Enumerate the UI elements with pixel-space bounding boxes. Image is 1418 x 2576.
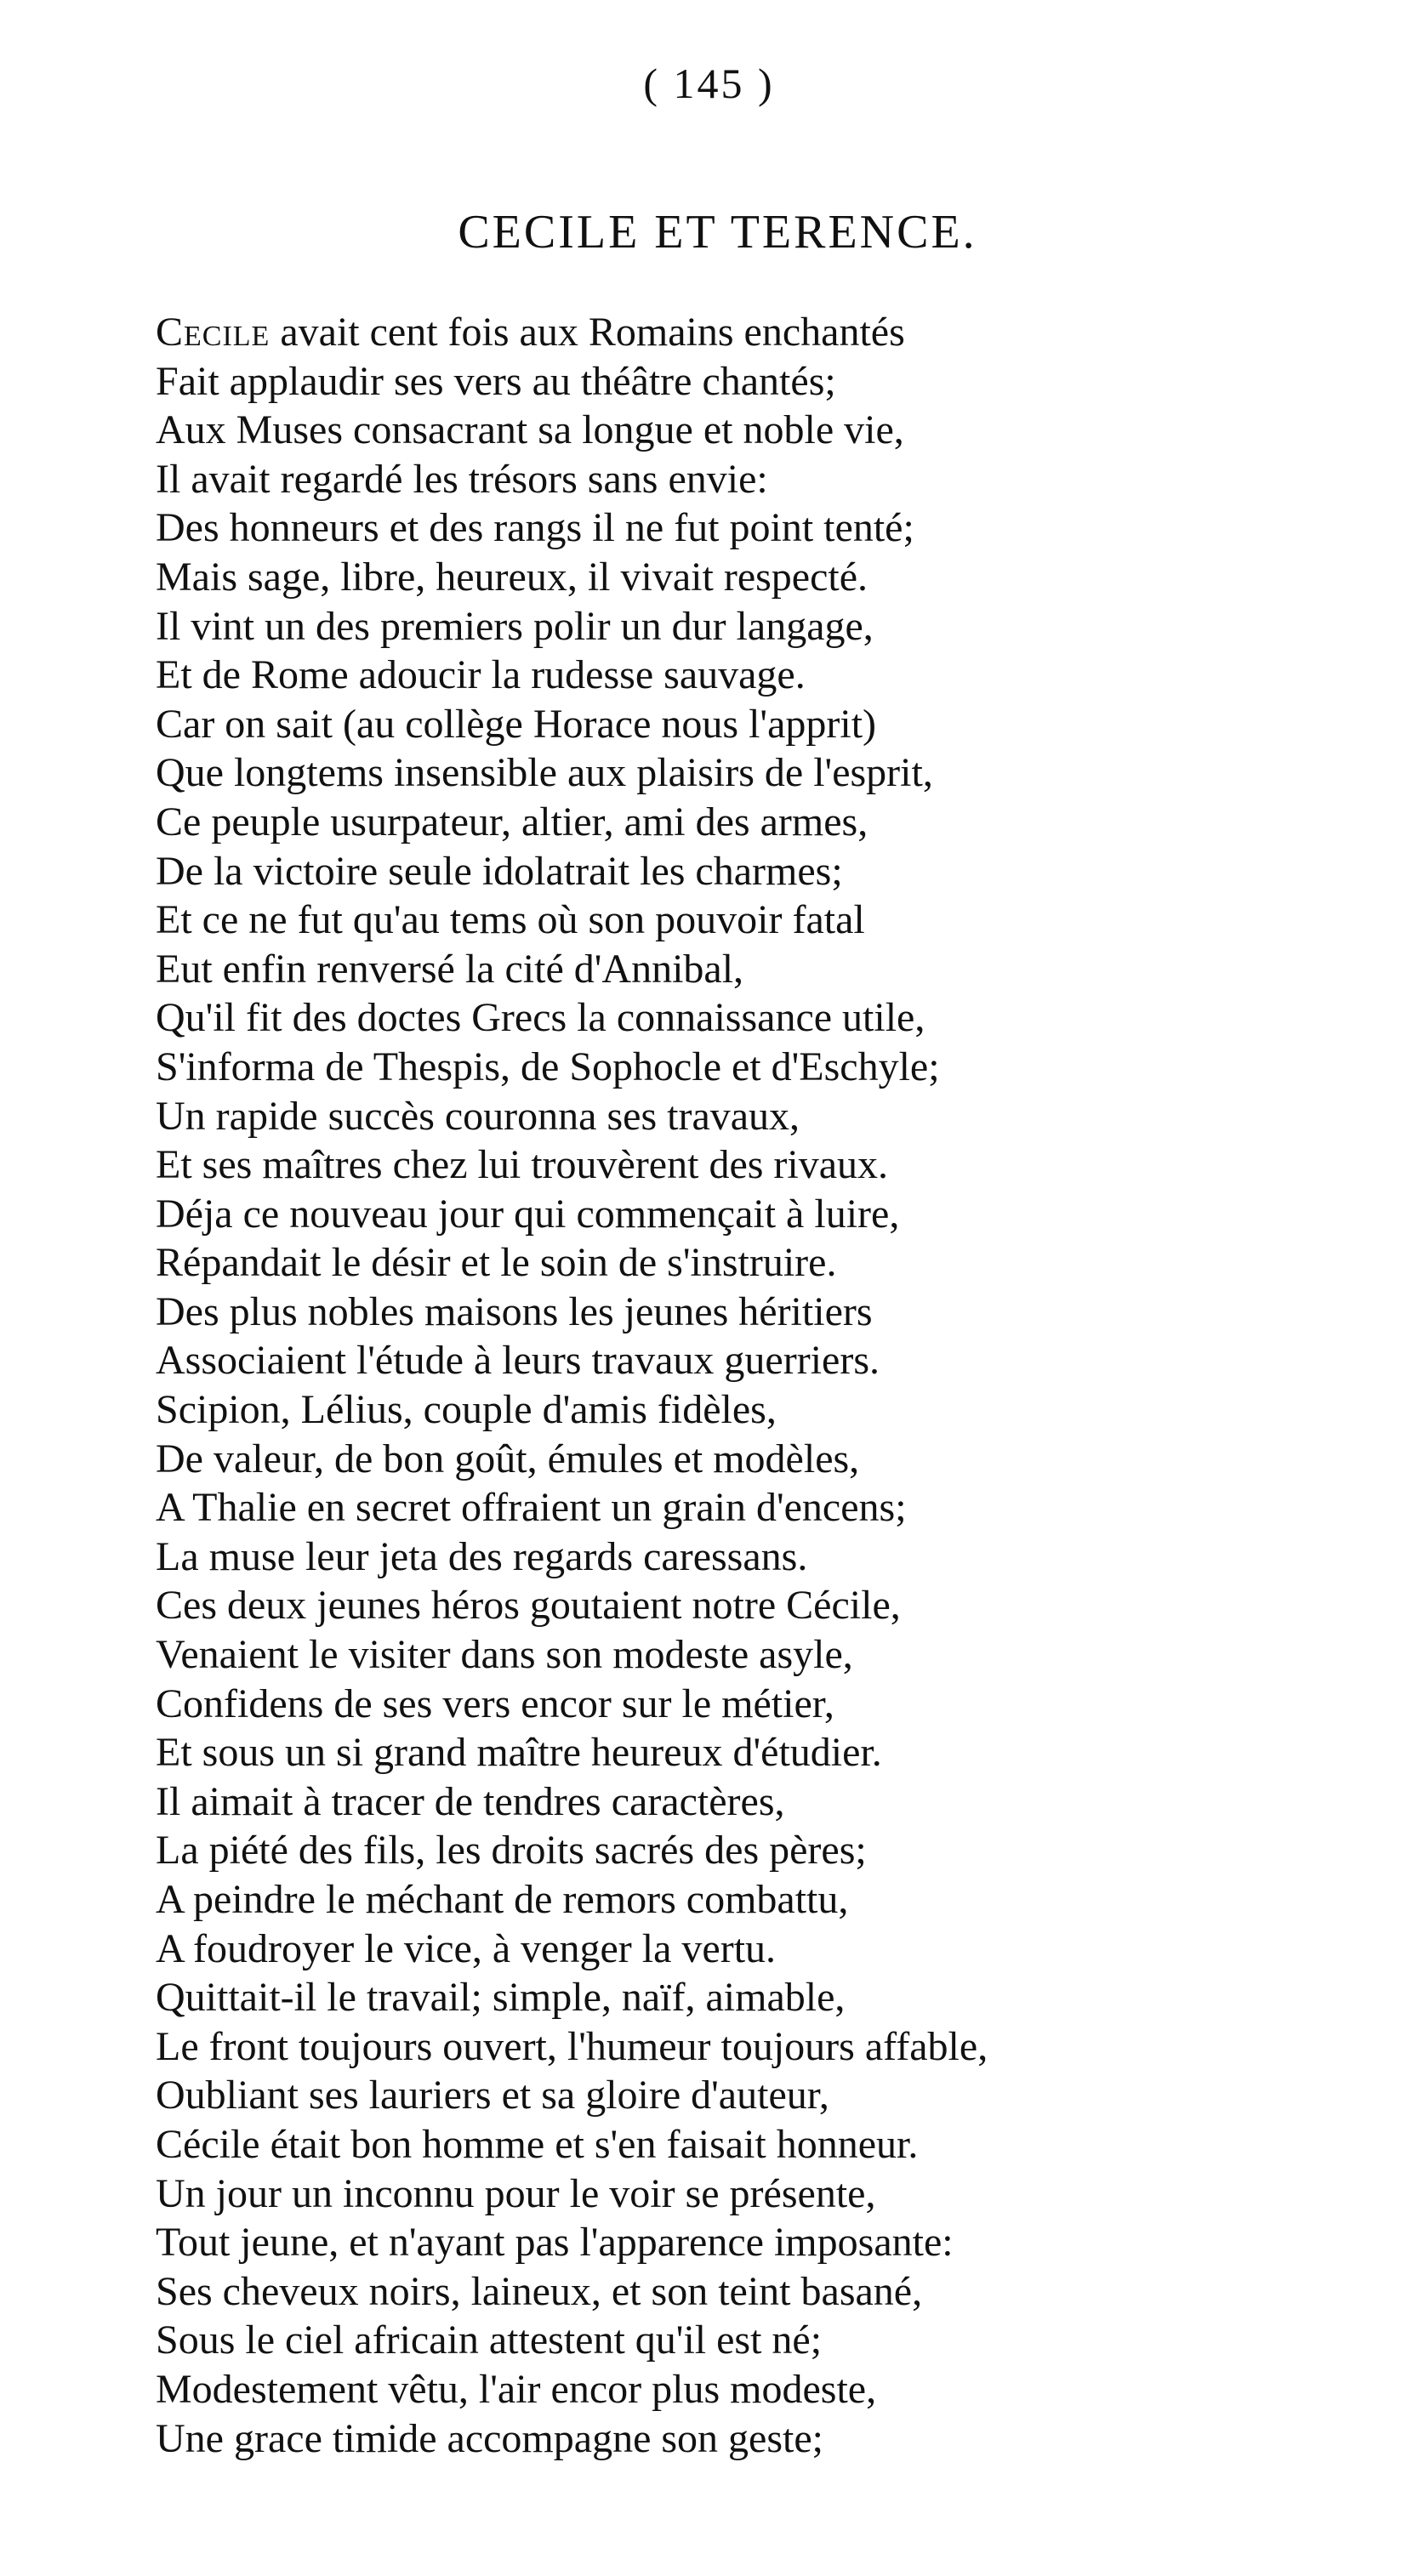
poem-line: Et de Rome adoucir la rudesse sauvage. [156,652,806,698]
poem-line: Que longtems insensible aux plaisirs de l'esprit, [156,750,933,796]
poem-line: Et ses maîtres chez lui trouvèrent des rivaux. [156,1142,889,1188]
poem-body [156,308,1244,2463]
poem-line: Aux Muses consacrant sa longue et noble vie, [156,407,904,453]
poem-line: Un jour un inconnu pour le voir se présente, [156,2170,876,2216]
poem-line: Sous le ciel africain attestent qu'il est né; [156,2317,823,2363]
poem-line: Cécile était bon homme et s'en faisait honneur. [156,2121,919,2167]
poem-line: Il avait regardé les trésors sans envie: [156,456,768,502]
poem-line: De valeur, de bon goût, émules et modèles, [156,1436,860,1481]
poem-line: Venaient le visiter dans son modeste asyle, [156,1632,853,1678]
poem-line: Car on sait (au collège Horace nous l'apprit) [156,701,877,747]
poem-line: A foudroyer le vice, à venger la vertu. [156,1925,777,1971]
poem-line: Des plus nobles maisons les jeunes héritiers [156,1288,873,1334]
poem-line: Déja ce nouveau jour qui commençait à luire, [156,1191,900,1237]
poem-line: Quittait-il le travail; simple, naïf, aimable, [156,1975,846,2021]
poem-line: Fait applaudir ses vers au théâtre chantés; [156,358,836,404]
poem-line: Une grace timide accompagne son geste; [156,2415,824,2461]
poem-line: Il aimait à tracer de tendres caractères, [156,1778,785,1824]
poem-line: Ce peuple usurpateur, altier, ami des armes, [156,799,868,844]
poem-line: Modestement vêtu, l'air encor plus modeste, [156,2366,877,2412]
poem-line: Scipion, Lélius, couple d'amis fidèles, [156,1387,777,1433]
poem-line: Et ce ne fut qu'au tems où son pouvoir fatal [156,897,865,943]
poem-line: Confidens de ses vers encor sur le métier, [156,1680,834,1726]
poem-line: Des honneurs et des rangs il ne fut point tenté; [156,505,914,551]
poem-first-word: Cecile [156,310,271,355]
poem-line: Ces deux jeunes héros goutaient notre Cécile, [156,1583,901,1629]
poem-line: Oubliant ses lauriers et sa gloire d'auteur, [156,2073,829,2118]
poem-title: CECILE ET TERENCE. [458,206,977,259]
poem-line: Ses cheveux noirs, laineux, et son teint basané, [156,2268,923,2314]
poem-line: De la victoire seule idolatrait les charmes; [156,848,843,894]
poem-line: Mais sage, libre, heureux, il vivait respecté. [156,554,868,600]
poem-line: Un rapide succès couronna ses travaux, [156,1093,800,1139]
poem-line: La piété des fils, les droits sacrés des pères; [156,1828,867,1874]
page-number: ( 145 ) [643,60,775,107]
poem-line: Il vint un des premiers polir un dur langage, [156,603,874,649]
poem-line: Et sous un si grand maître heureux d'étudier. [156,1730,882,1776]
poem-line: Répandait le désir et le soin de s'instruire. [156,1240,837,1286]
poem-line: La muse leur jeta des regards caressans. [156,1533,808,1579]
poem-line: Le front toujours ouvert, l'humeur toujours affable, [156,2023,988,2069]
poem-line: A peindre le méchant de remors combattu, [156,1877,849,1922]
poem-line: Qu'il fit des doctes Grecs la connaissance utile, [156,995,925,1041]
poem-line: S'informa de Thespis, de Sophocle et d'Eschyle; [156,1043,940,1089]
poem-line: Tout jeune, et n'ayant pas l'apparence imposante: [156,2220,954,2266]
poem-line: Eut enfin renversé la cité d'Annibal, [156,946,744,992]
poem-first-line-rest: avait cent fois aux Romains enchantés [270,310,905,355]
poem-line: Associaient l'étude à leurs travaux guerriers. [156,1338,880,1384]
poem-line [156,308,1244,357]
poem-line: A Thalie en secret offraient un grain d'encens; [156,1485,907,1531]
